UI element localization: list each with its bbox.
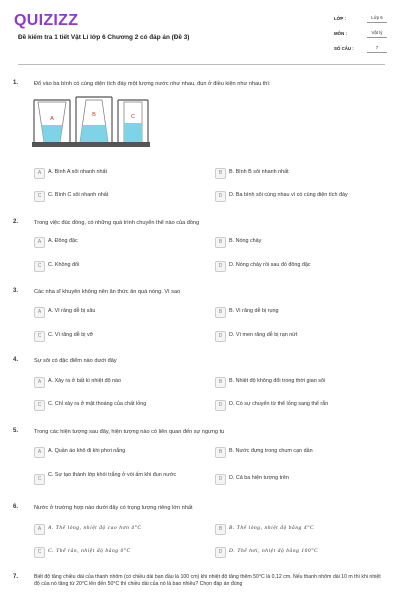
option-text: A. Quần áo khô đi khi phơi nắng [48,448,126,454]
option-letter: D [215,191,226,202]
option-text: A. Đông đặc [48,238,78,244]
container-b-label: B [92,112,96,118]
option-letter: B [215,524,226,535]
option-text: A. Vì răng dễ bị sâu [48,308,96,314]
option-letter: B [215,168,226,179]
meta-grade-value: Lớp 6 [367,15,387,23]
option-letter: C [34,191,45,202]
option-letter: A [34,307,45,318]
question-number: 3. [13,288,19,294]
option-text: D. Thể hơi, nhiệt độ bằng 100°C [229,548,319,554]
option-letter: B [215,307,226,318]
option-text: C. Thể rắn, nhiệt độ bằng 0°C [48,548,131,554]
option-text: A. Bình A sôi nhanh nhất [48,169,108,175]
option-letter: C [34,261,45,272]
question-text: Trong các hiện tượng sau đây, hiện tượng nào có liên quan đến sự ngưng tụ [34,429,225,435]
question-text: Đổ vào ba bình có cùng diện tích đáy một lượng nước như nhau, đun ở điều kiện như nhau thì: [34,81,271,87]
option-letter: D [215,474,226,485]
option-letter: C [34,400,45,411]
option-letter: B [215,237,226,248]
question-number: 4. [13,357,19,363]
option-text: D. Nóng chảy rồi sau đó đông đặc [229,262,311,268]
option-text: C. Chỉ xảy ra ở mặt thoáng của chất lỏng [48,401,147,407]
option-text: C. Bình C sôi nhanh nhất [48,192,109,198]
header-divider [18,64,385,65]
option-letter: D [215,547,226,558]
option-letter: A [34,524,45,535]
option-text: B. Vì răng dễ bị rụng [229,308,279,314]
container-a-label: A [50,116,54,122]
option-text: B. Bình B sôi nhanh nhất [229,169,289,175]
meta-subject-label: MÔN : [334,31,347,36]
meta-count-label: SỐ CÂU : [334,46,354,51]
question-text: Nước ở trường hợp nào dưới đây có trọng lượng riêng lớn nhất [34,505,193,511]
option-text: B. Thể lỏng, nhiệt độ bằng 4°C [229,525,315,531]
question-text: Trong việc đúc đồng, có những quá trình chuyển thể nào của đồng [34,220,200,226]
quizizz-logo: QUIZIZZ [14,12,79,29]
option-text: B. Nhiệt độ không đổi trong thời gian sôi [229,378,326,384]
option-letter: C [34,331,45,342]
question-number: 2. [13,219,19,225]
option-text: A. Xảy ra ở bất kì nhiệt độ nào [48,378,122,384]
option-letter: C [34,547,45,558]
option-text: A. Thể lỏng, nhiệt độ cao hơn 4°C [48,525,142,531]
option-letter: A [34,237,45,248]
option-text: C. Sự tạo thành lớp khói trắng ở vòi ấm khi đun nước [48,472,177,478]
question-text: Các nha sĩ khuyên không nên ăn thức ăn quá nóng. Vì sao [34,289,181,295]
meta-subject-value: Vật lý [367,30,387,38]
option-text: D. Ba bình sôi cùng nhau vì có cùng diện tích đáy [229,192,348,198]
option-text: B. Nóng chảy [229,238,262,244]
question-number: 7. [13,574,19,580]
meta-count-value: 7 [367,45,387,53]
three-containers-figure [32,92,152,158]
option-text: B. Nước đựng trong chum cạn dần [229,448,313,454]
option-letter: D [215,331,226,342]
question-text: Biết độ tăng chiều dài của thanh nhôm (có chiều dài ban đầu là 100 cm) khi nhiệt độ tăng thêm 50°C là 0,12 cm. Nếu thanh nhôm dài 10 m thì khi nhiệt độ của nó tăng từ 20°C lên đến 50°C thì chiều dài của nó là bao nhiêu? Chọn đáp án đúng [34,574,381,587]
container-c-label: C [130,114,136,120]
question-text: Sự sôi có đặc điểm nào dưới đây [34,358,117,364]
option-letter: B [215,377,226,388]
option-letter: D [215,261,226,272]
question-number: 1. [13,80,19,86]
option-letter: B [215,447,226,458]
question-number: 5. [13,428,19,434]
question-number: 6. [13,504,19,510]
document-title: Đề kiểm tra 1 tiết Vật Lí lớp 6 Chương 2 có đáp án (Đề 3) [18,34,190,41]
option-text: C. Vì răng dễ bị vỡ [48,332,94,338]
option-text: C. Không đổi [48,262,80,268]
option-text: D. Cả ba hiện tượng trên [229,475,289,481]
option-letter: A [34,377,45,388]
option-text: D. Vì men răng dễ bị rạn nứt [229,332,298,338]
option-letter: C [34,474,45,485]
option-letter: D [215,400,226,411]
option-text: D. Có sự chuyển từ thể lỏng sang thể rắn [229,401,329,407]
option-letter: A [34,447,45,458]
option-letter: A [34,168,45,179]
meta-grade-label: LỚP : [334,16,346,21]
